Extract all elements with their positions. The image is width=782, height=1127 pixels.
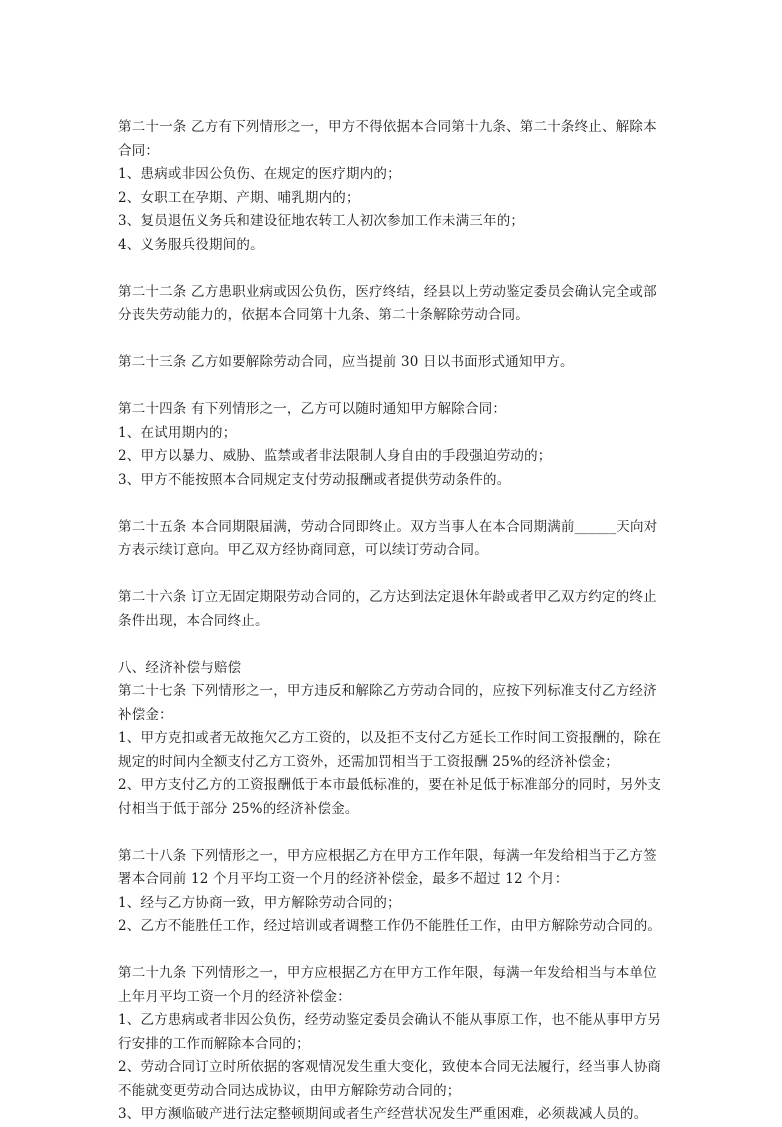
text-line: 1、在试用期内的； — [118, 424, 237, 441]
text-line: 第二十七条 下列情形之一，甲方违反和解除乙方劳动合同的，应按下列标准支付乙方经济 — [118, 683, 657, 699]
paragraph — [118, 281, 672, 328]
text-line: 3、复员退伍义务兵和建设征地农转工人初次参加工作未满三年的； — [118, 213, 525, 229]
paragraph — [118, 351, 672, 375]
paragraph-gap — [118, 328, 672, 352]
paragraph-gap — [118, 257, 672, 281]
text-line: 2、乙方不能胜任工作，经过培训或者调整工作仍不能胜任工作，由甲方解除劳动合同的。 — [118, 918, 662, 934]
paragraph-gap — [118, 563, 672, 587]
text-line: 第二十九条 下列情形之一，甲方应根据乙方在甲方工作年限，每满一年发给相当与本单位 — [118, 965, 657, 981]
text-line: 1、经与乙方协商一致，甲方解除劳动合同的； — [118, 894, 401, 911]
paragraph-gap — [118, 633, 672, 657]
paragraph — [118, 398, 672, 492]
text-line: 署本合同前 12 个月平均工资一个月的经济补偿金，最多不超过 12 个月： — [118, 871, 569, 887]
text-line: 2、女职工在孕期、产期、哺乳期内的； — [118, 189, 360, 206]
text-line: 1、患病或非因公负伤、在规定的医疗期内的； — [118, 166, 401, 182]
paragraph — [118, 586, 672, 633]
text-line: 第二十二条 乙方患职业病或因公负伤，医疗终结，经县以上劳动鉴定委员会确认完全或部 — [118, 283, 657, 300]
paragraph-gap — [118, 939, 672, 963]
text-line: 2、劳动合同订立时所依据的客观情况发生重大变化，致使本合同无法履行，经当事人协商 — [118, 1059, 662, 1075]
text-line: 付相当于低于部分 25%的经济补偿金。 — [118, 800, 359, 817]
text-line: 4、义务服兵役期间的。 — [118, 236, 264, 253]
text-line: 2、甲方支付乙方的工资报酬低于本市最低标准的，要在补足低于标准部分的同时，另外支 — [118, 777, 662, 793]
text-line: 3、甲方濒临破产进行法定整顿期间或者生产经营状况发生严重困难，必须裁减人员的。 — [118, 1106, 648, 1122]
paragraph-gap — [118, 492, 672, 516]
text-line: 不能就变更劳动合同达成协议，由甲方解除劳动合同的； — [118, 1082, 461, 1099]
text-line: 方表示续订意向。甲乙双方经协商同意，可以续订劳动合同。 — [118, 542, 488, 558]
paragraph — [118, 962, 672, 1127]
text-line: 第二十五条 本合同期限届满，劳动合同即终止。双方当事人在本合同期满前______天向对 — [118, 518, 658, 535]
text-line: 1、乙方患病或者非因公负伤，经劳动鉴定委员会确认不能从事原工作，也不能从事甲方另 — [118, 1012, 662, 1028]
text-line: 行安排的工作而解除本合同的； — [118, 1035, 310, 1052]
text-line: 第二十四条 有下列情形之一，乙方可以随时通知甲方解除合同： — [118, 401, 507, 417]
text-line: 第二十六条 订立无固定期限劳动合同的，乙方达到法定退休年龄或者甲乙双方约定的终止 — [118, 589, 657, 605]
text-line: 合同： — [118, 142, 160, 159]
paragraph — [118, 845, 672, 939]
text-line: 条件出现，本合同终止。 — [118, 612, 269, 629]
paragraph-gap — [118, 821, 672, 845]
text-line: 1、甲方克扣或者无故拖欠乙方工资的，以及拒不支付乙方延长工作时间工资报酬的，除在 — [118, 730, 662, 746]
document-body — [118, 116, 672, 1127]
text-line: 3、甲方不能按照本合同规定支付劳动报酬或者提供劳动条件的。 — [118, 471, 511, 488]
paragraph — [118, 116, 672, 257]
text-line: 规定的时间内全额支付乙方工资外，还需加罚相当于工资报酬 25%的经济补偿金； — [118, 753, 619, 770]
text-line: 2、甲方以暴力、威胁、监禁或者非法限制人身自由的手段强迫劳动的； — [118, 448, 552, 464]
text-line: 第二十八条 下列情形之一，甲方应根据乙方在甲方工作年限，每满一年发给相当于乙方签 — [118, 847, 657, 864]
text-line: 上年月平均工资一个月的经济补偿金： — [118, 988, 351, 1005]
paragraph — [118, 657, 672, 822]
text-line: 第二十一条 乙方有下列情形之一，甲方不得依据本合同第十九条、第二十条终止、解除本 — [118, 119, 657, 135]
text-line: 分丧失劳动能力的，依据本合同第十九条、第二十条解除劳动合同。 — [118, 307, 529, 323]
paragraph-gap — [118, 375, 672, 399]
paragraph — [118, 516, 672, 563]
text-line: 第二十三条 乙方如要解除劳动合同，应当提前 30 日以书面形式通知甲方。 — [118, 354, 574, 370]
text-line: 八、经济补偿与赔偿 — [118, 659, 242, 676]
text-line: 补偿金： — [118, 706, 173, 723]
